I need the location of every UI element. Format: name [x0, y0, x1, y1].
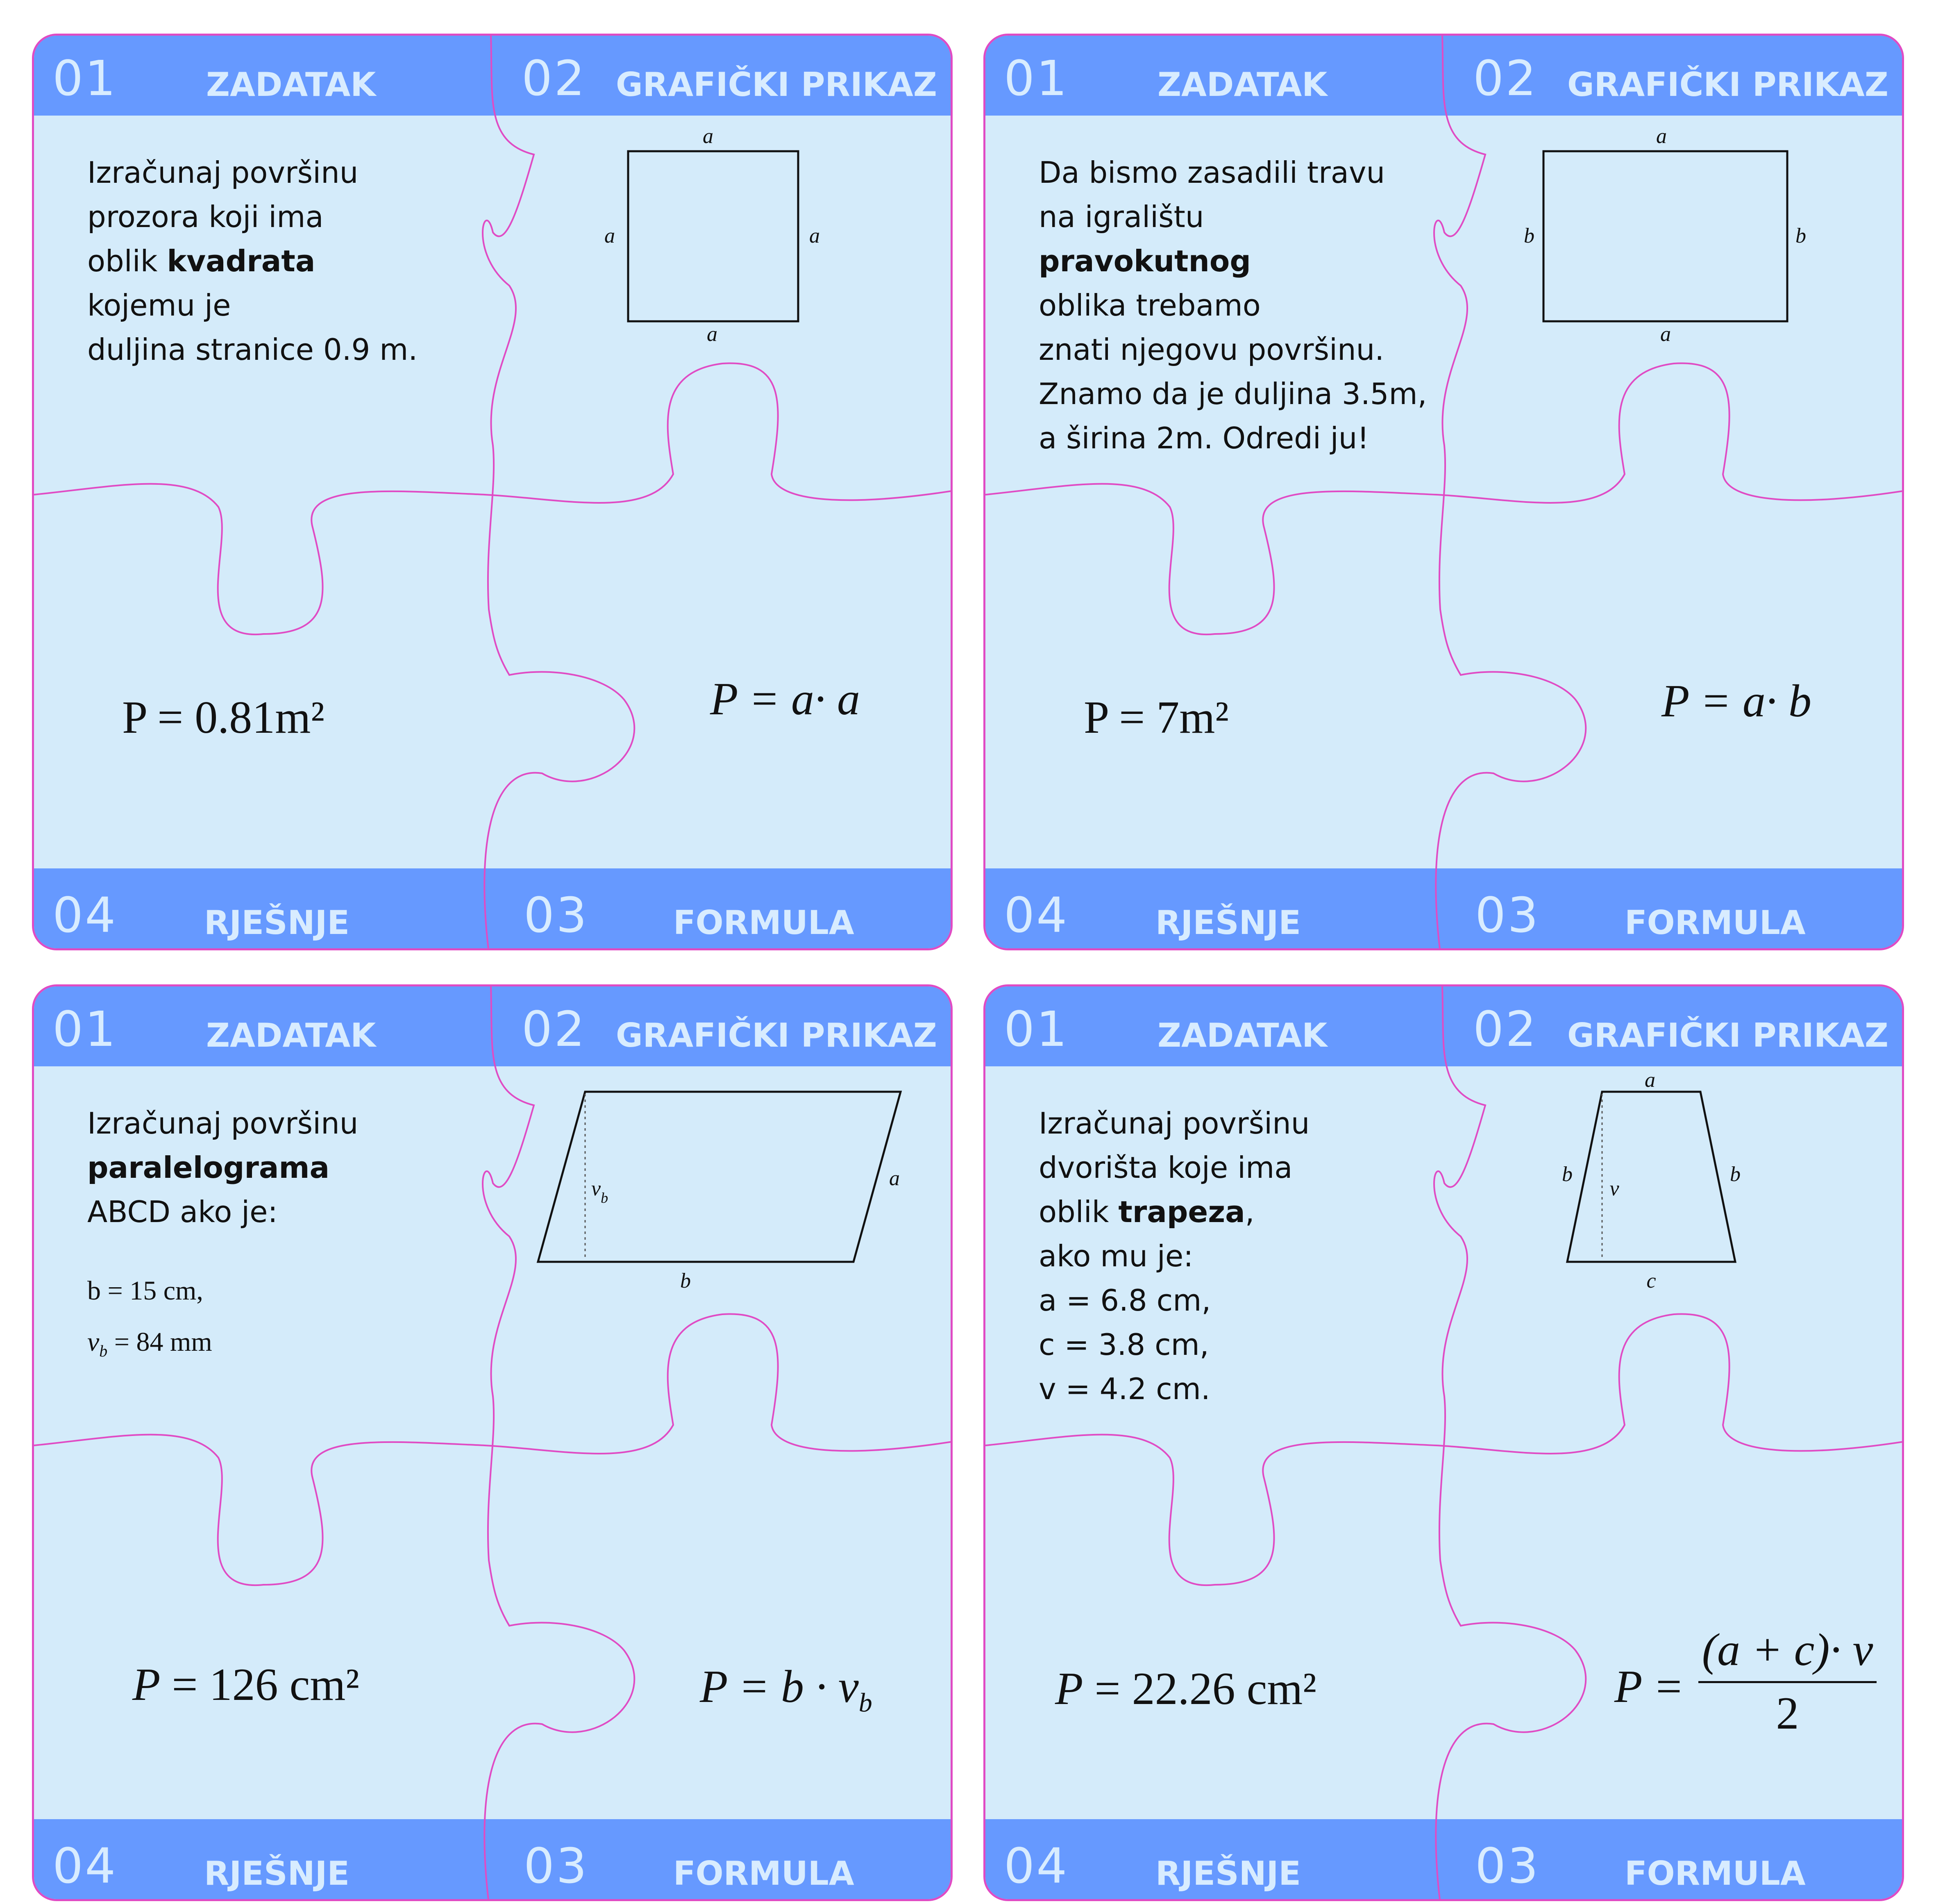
task-text-part: oblik: [87, 244, 167, 278]
formula-expression: P = b · v: [700, 1661, 859, 1712]
given-value-rest: = 84 mm: [107, 1327, 212, 1357]
formula: [700, 1661, 872, 1718]
trapezoid-shape: [1567, 1092, 1735, 1262]
band-number-03: 03: [1475, 887, 1540, 943]
formula: P = a· a: [710, 674, 860, 725]
band-label-graficki-prikaz: GRAFIČKI PRIKAZ: [616, 1016, 937, 1054]
task-line: dvorišta koje ima: [1039, 1150, 1293, 1185]
band-number-01: 01: [52, 1001, 118, 1057]
band-number-01: 01: [52, 50, 118, 107]
band-label-formula: FORMULA: [673, 1854, 854, 1893]
side-label-right: a: [809, 224, 820, 248]
solution: [132, 1659, 359, 1711]
band-label-graficki-prikaz: GRAFIČKI PRIKAZ: [1567, 1016, 1888, 1054]
task-line: ako mu je:: [1039, 1239, 1194, 1273]
band-number-03: 03: [524, 887, 589, 943]
side-label-bottom: c: [1646, 1269, 1656, 1293]
task-keyword: pravokutnog: [1039, 244, 1251, 278]
height-label: v: [1609, 1177, 1619, 1200]
band-label-formula: FORMULA: [1625, 1854, 1806, 1893]
side-label-bottom: b: [680, 1269, 691, 1293]
formula-lhs: P =: [1614, 1661, 1684, 1712]
task-line: a = 6.8 cm,: [1039, 1283, 1211, 1318]
task-line: Izračunaj površinu: [1039, 1106, 1310, 1141]
task-line: c = 3.8 cm,: [1039, 1327, 1209, 1362]
band-label-formula: FORMULA: [1625, 904, 1806, 942]
band-number-04: 04: [1004, 887, 1069, 943]
band-label-zadatak: ZADATAK: [206, 1016, 376, 1054]
band-number-02: 02: [1473, 50, 1538, 107]
task-line: prozora koji ima: [87, 200, 324, 234]
task-line: Znamo da je duljina 3.5m,: [1039, 377, 1427, 411]
band-number-01: 01: [1004, 1001, 1069, 1057]
task-line: znati njegovu površinu.: [1039, 332, 1384, 367]
solution: P = 0.81m²: [122, 692, 325, 743]
rectangle-shape: [1543, 151, 1787, 321]
fraction-bar: [1698, 1681, 1877, 1683]
task-line: ABCD ako je:: [87, 1195, 278, 1229]
symbol-subscript: b: [99, 1342, 108, 1361]
solution-value: = 22.26 cm²: [1083, 1663, 1316, 1714]
rectangle-figure: [985, 36, 1904, 950]
band-label-rjesenje: RJEŠNJE: [1155, 904, 1301, 942]
height-label: $v_b$: [591, 1177, 608, 1206]
formula-subscript: b: [858, 1688, 872, 1718]
band-number-02: 02: [1473, 1001, 1538, 1057]
solution-value: = 126 cm²: [160, 1659, 359, 1710]
band-label-zadatak: ZADATAK: [1158, 66, 1328, 104]
band-label-zadatak: ZADATAK: [1158, 1016, 1328, 1054]
side-label-right: a: [889, 1167, 900, 1190]
task-line: Izračunaj površinu: [87, 1106, 359, 1141]
task-line: kojemu je: [87, 288, 231, 323]
task-line: v = 4.2 cm.: [1039, 1372, 1210, 1406]
task-line: duljina stranice 0.9 m.: [87, 332, 418, 367]
formula-numerator: (a + c)· v: [1702, 1625, 1873, 1675]
side-label-top: a: [1656, 125, 1667, 148]
task-line: a širina 2m. Odredi ju!: [1039, 421, 1369, 455]
square-figure: [34, 36, 953, 950]
parallelogram-figure: [34, 986, 953, 1901]
band-label-formula: FORMULA: [673, 904, 854, 942]
trapezoid-figure: [985, 986, 1904, 1901]
band-number-04: 04: [52, 887, 118, 943]
band-number-01: 01: [1004, 50, 1069, 107]
band-number-03: 03: [524, 1838, 589, 1894]
task-line: Da bismo zasadili travu: [1039, 155, 1385, 190]
solution: P = 7m²: [1084, 692, 1229, 743]
task-line: oblika trebamo: [1039, 288, 1261, 323]
puzzle-card-parallelogram: [32, 984, 953, 1901]
solution-symbol: P: [132, 1659, 161, 1710]
task-keyword: trapeza: [1118, 1195, 1245, 1229]
puzzle-card-rectangle: [983, 34, 1904, 950]
puzzle-card-trapezoid: [983, 984, 1904, 1901]
side-label-right: b: [1795, 224, 1806, 248]
side-label-right: b: [1730, 1163, 1741, 1186]
band-number-02: 02: [522, 1001, 587, 1057]
band-label-zadatak: ZADATAK: [206, 66, 376, 104]
band-label-rjesenje: RJEŠNJE: [204, 1854, 350, 1893]
task-line: na igralištu: [1039, 200, 1204, 234]
band-label-graficki-prikaz: GRAFIČKI PRIKAZ: [616, 66, 937, 104]
side-label-bottom: a: [707, 323, 717, 346]
task-line: Izračunaj površinu: [87, 155, 359, 190]
solution: [1055, 1663, 1316, 1715]
band-number-04: 04: [1004, 1838, 1069, 1894]
band-label-rjesenje: RJEŠNJE: [1155, 1854, 1301, 1893]
side-label-top: a: [703, 125, 713, 148]
task-keyword: paralelograma: [87, 1150, 330, 1185]
band-label-rjesenje: RJEŠNJE: [204, 904, 350, 942]
side-label-top: a: [1645, 1068, 1655, 1092]
formula-denominator: 2: [1776, 1688, 1799, 1739]
side-label-left: a: [604, 224, 615, 248]
band-number-04: 04: [52, 1838, 118, 1894]
square-shape: [628, 151, 798, 321]
formula: P = a· b: [1661, 676, 1811, 727]
puzzle-card-square: [32, 34, 953, 950]
task-text-part: oblik: [1039, 1195, 1119, 1229]
given-value: b = 15 cm,: [87, 1276, 203, 1306]
symbol: v: [87, 1327, 100, 1357]
band-number-03: 03: [1475, 1838, 1540, 1894]
band-label-graficki-prikaz: GRAFIČKI PRIKAZ: [1567, 66, 1888, 104]
band-number-02: 02: [522, 50, 587, 107]
side-label-left: b: [1524, 224, 1534, 248]
task-text-part: ,: [1245, 1195, 1255, 1229]
task-keyword: kvadrata: [167, 244, 315, 278]
side-label-left: b: [1562, 1163, 1573, 1186]
side-label-bottom: a: [1660, 323, 1671, 346]
solution-symbol: P: [1055, 1663, 1083, 1714]
